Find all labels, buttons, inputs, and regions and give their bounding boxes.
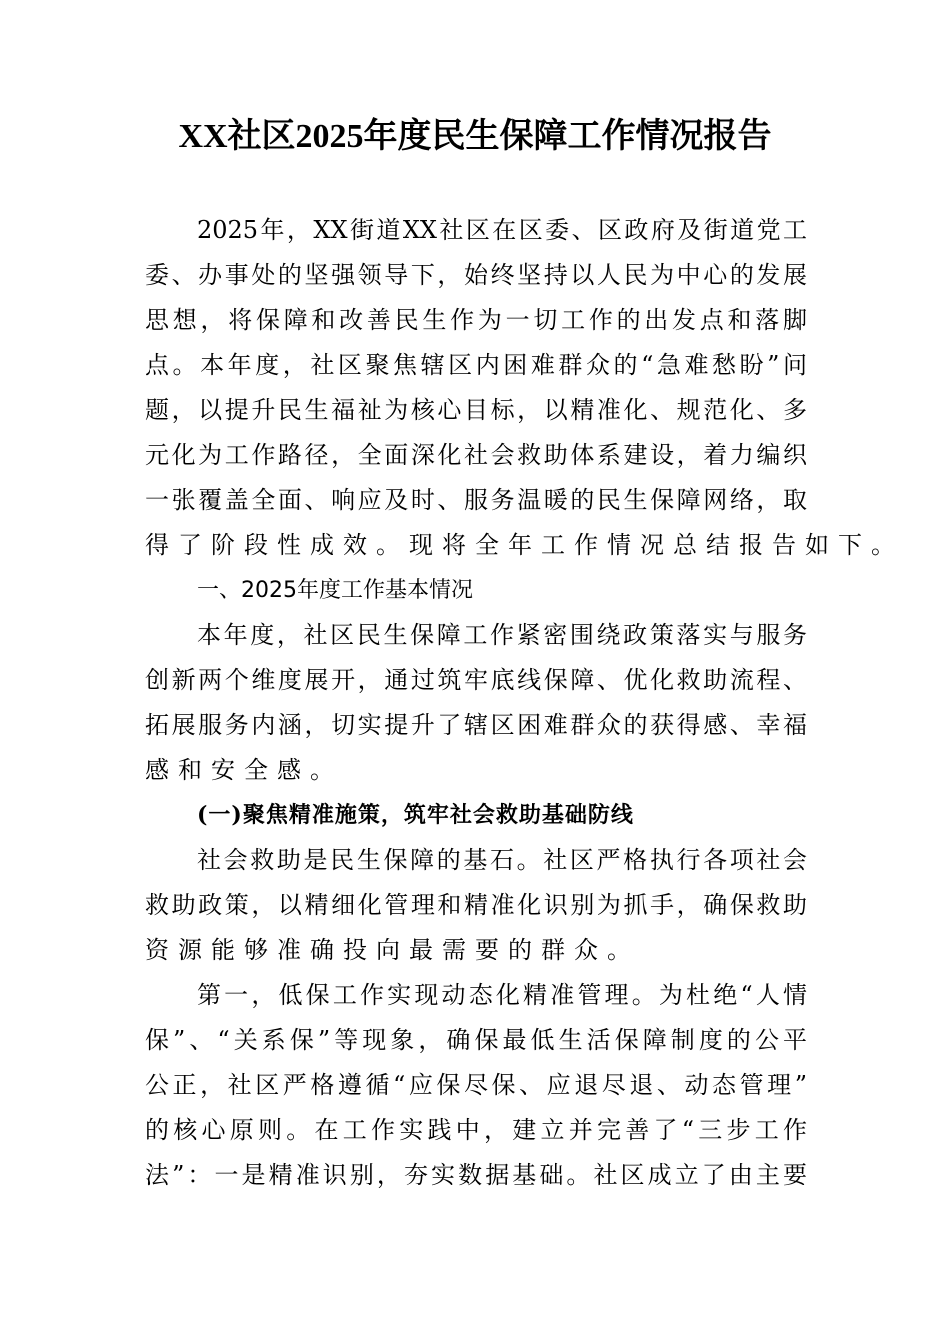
text-line: 思想，将保障和改善民生作为一切工作的出发点和落脚 [145,306,807,334]
text-line: 资源能够准确投向最需要的群众。 [145,936,640,964]
text-line: 2025年，XX街道XX社区在区委、区政府及街道党工 [197,216,807,244]
text-line: 创新两个维度展开，通过筑牢底线保障、优化救助流程、 [145,666,807,694]
subsection-heading-1: (一)聚焦精准施策，筑牢社会救助基础防线 [197,802,634,828]
text-line: 救助政策，以精细化管理和精准化识别为抓手，确保救助 [145,891,807,919]
paragraph-intro [145,208,904,568]
paragraph-minimum-living [145,973,807,1198]
text-line: 法”：一是精准识别，夯实数据基础。社区成立了由主要 [145,1161,807,1189]
text-line: 一张覆盖全面、响应及时、服务温暖的民生保障网络，取 [145,486,807,514]
text-line: 题，以提升民生福祉为核心目标，以精准化、规范化、多 [145,396,807,424]
paragraph-social-assistance [145,838,807,973]
text-line: 点。本年度，社区聚焦辖区内困难群众的“急难愁盼”问 [145,351,807,379]
text-line: 感和安全感。 [145,756,343,784]
text-line: 得了阶段性成效。现将全年工作情况总结报告如下。 [145,531,904,559]
text-line: 元化为工作路径，全面深化社会救助体系建设，着力编织 [145,441,807,469]
section-heading-1: 一、2025年度工作基本情况 [197,578,473,603]
document-body [145,208,904,1198]
document-title: XX社区2025年度民生保障工作情况报告 [178,118,772,155]
text-line: 第一，低保工作实现动态化精准管理。为杜绝“人情 [197,981,807,1009]
text-line: 的核心原则。在工作实践中，建立并完善了“三步工作 [145,1116,807,1144]
text-line: 本年度，社区民生保障工作紧密围绕政策落实与服务 [197,621,807,649]
paragraph-overview [145,613,807,793]
text-line: 公正，社区严格遵循“应保尽保、应退尽退、动态管理” [145,1071,807,1099]
text-line: 拓展服务内涵，切实提升了辖区困难群众的获得感、幸福 [145,711,807,739]
text-line: 社会救助是民生保障的基石。社区严格执行各项社会 [197,846,807,874]
text-line: 委、办事处的坚强领导下，始终坚持以人民为中心的发展 [145,261,807,289]
text-line: 保”、“关系保”等现象，确保最低生活保障制度的公平 [145,1026,807,1054]
